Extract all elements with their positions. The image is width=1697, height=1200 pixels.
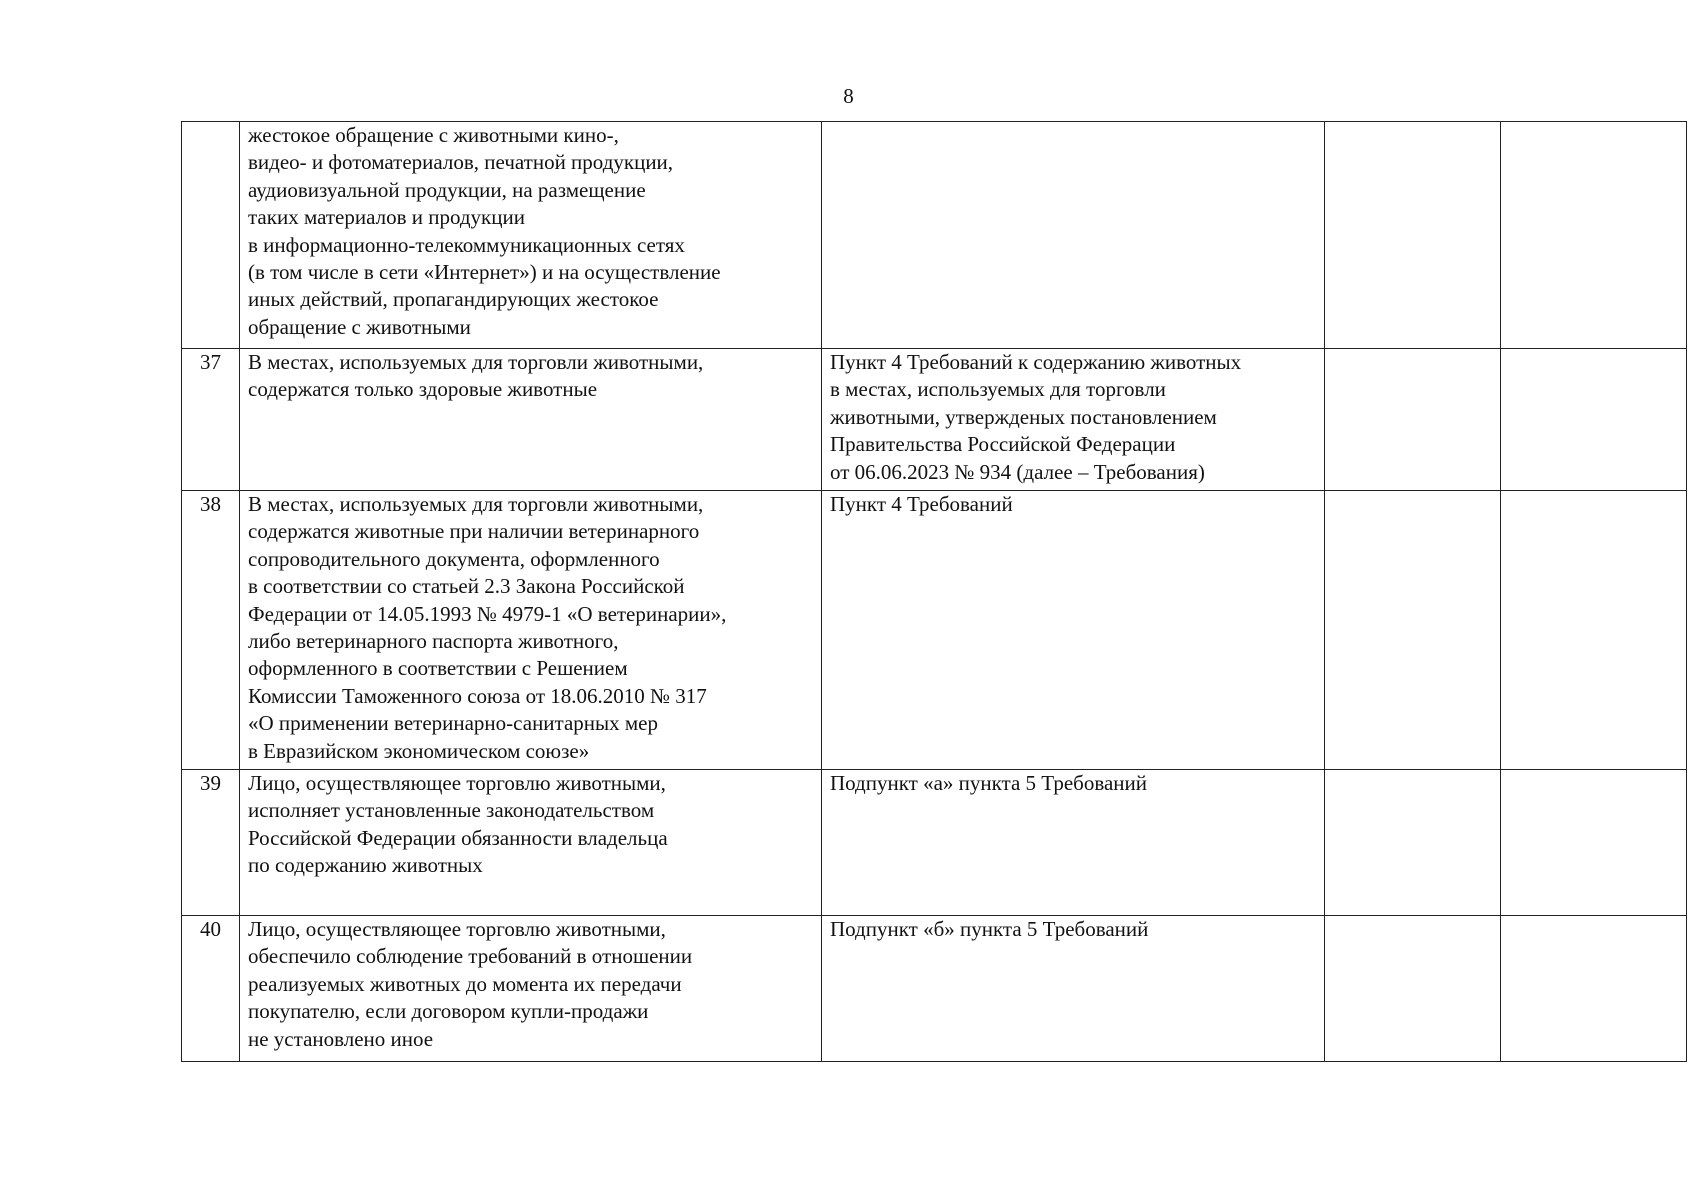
reference-cell [822, 122, 1325, 349]
requirement-cell: жестокое обращение с животными кино-, видео- и фотоматериалов, печатной продукции, аудиовизуальной продукции, на размещение таких материалов и продукции в информационно-телекоммуникационных сетях (в том числе в сети «Интернет») и на осуществление иных действий, пропагандирующих жестокое обращение с животными [240, 122, 822, 349]
empty-cell-yes [1325, 349, 1501, 491]
requirement-cell: Лицо, осуществляющее торговлю животными, обеспечило соблюдение требований в отношении реализуемых животных до момента их передачи покупателю, если договором купли-продажи не установлено иное [240, 916, 822, 1062]
requirement-cell: В местах, используемых для торговли животными, содержатся только здоровые животные [240, 349, 822, 491]
requirement-cell: В местах, используемых для торговли животными, содержатся животные при наличии ветеринарного сопроводительного документа, оформленного в соответствии со статьей 2.3 Закона Российской Федерации от 14.05.1993 № 4979-1 «О ветеринарии», либо ветеринарного паспорта животного, оформленного в соответствии с Решением Комиссии Таможенного союза от 18.06.2010 № 317 «О применении ветеринарно-санитарных мер в Евразийском экономическом союзе» [240, 491, 822, 770]
row-number-cell: 39 [182, 770, 240, 916]
requirements-table [181, 121, 1687, 1062]
table-row [182, 122, 1687, 349]
empty-cell-no [1501, 122, 1687, 349]
page-number: 8 [843, 84, 854, 108]
reference-cell: Пункт 4 Требований [822, 491, 1325, 770]
row-number-cell: 40 [182, 916, 240, 1062]
reference-cell: Подпункт «б» пункта 5 Требований [822, 916, 1325, 1062]
table-row [182, 916, 1687, 1062]
empty-cell-no [1501, 491, 1687, 770]
reference-cell: Пункт 4 Требований к содержанию животных в местах, используемых для торговли животными, утвержденых постановлением Правительства Российской Федерации от 06.06.2023 № 934 (далее – Требования) [822, 349, 1325, 491]
row-number-cell: 38 [182, 491, 240, 770]
empty-cell-yes [1325, 770, 1501, 916]
empty-cell-yes [1325, 491, 1501, 770]
empty-cell-no [1501, 770, 1687, 916]
empty-cell-no [1501, 916, 1687, 1062]
empty-cell-no [1501, 349, 1687, 491]
table-row [182, 770, 1687, 916]
empty-cell-yes [1325, 916, 1501, 1062]
table-row [182, 491, 1687, 770]
row-number-cell: 37 [182, 349, 240, 491]
table-row [182, 349, 1687, 491]
requirement-cell: Лицо, осуществляющее торговлю животными, исполняет установленные законодательством Российской Федерации обязанности владельца по содержанию животных [240, 770, 822, 916]
reference-cell: Подпункт «а» пункта 5 Требований [822, 770, 1325, 916]
empty-cell-yes [1325, 122, 1501, 349]
row-number-cell [182, 122, 240, 349]
